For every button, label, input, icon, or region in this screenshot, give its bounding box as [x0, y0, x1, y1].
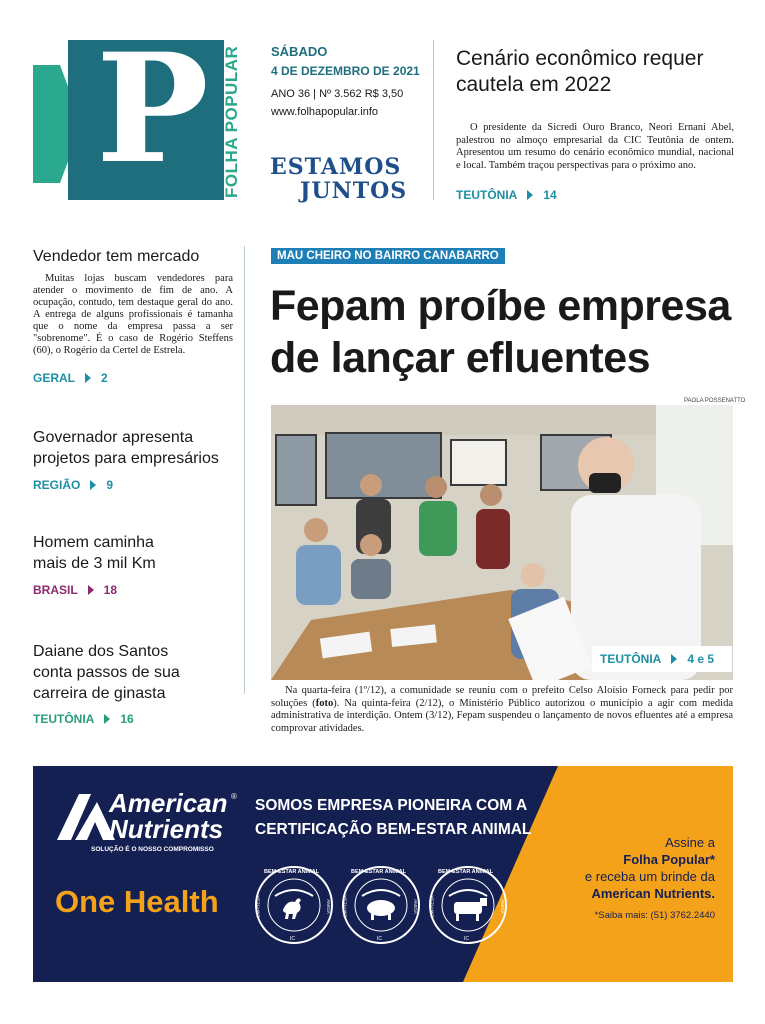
section-label: GERAL	[33, 371, 75, 385]
column-divider	[244, 246, 245, 694]
photo-section-ref[interactable]	[592, 646, 732, 672]
ad-cta	[585, 834, 715, 902]
cta-contact[interactable]: *Saiba mais: (51) 3762.2440	[594, 910, 715, 921]
welfare-seal-cattle	[427, 864, 509, 946]
brand-name-line-2: Nutrients	[109, 814, 224, 844]
slogan-line-2: JUNTOS	[300, 178, 408, 204]
main-story-headline[interactable]: Fepam proíbe empresa de lançar efluentes	[270, 282, 731, 382]
brand-registered-mark: ®	[231, 792, 237, 801]
seal-side-right-3: AMIGA	[499, 899, 505, 914]
slogan-line-1: ESTAMOS	[270, 154, 402, 180]
masthead-title	[214, 40, 254, 200]
logo-letter: P	[96, 21, 209, 197]
seal-label-2: BEM-ESTAR ANIMAL	[351, 869, 406, 875]
cta-line-1: Assine a	[665, 835, 715, 850]
page-number: 14	[543, 188, 557, 202]
section-label: REGIÃO	[33, 478, 81, 492]
section-ref-geral[interactable]	[33, 371, 108, 385]
section-label: TEUTÔNIA	[456, 188, 518, 202]
photo-section-ref-inner	[600, 652, 714, 666]
chevron-right-icon	[527, 190, 533, 200]
top-story-headline[interactable]: Cenário econômico requer cautela em 2022	[456, 47, 704, 96]
section-ref-brasil[interactable]	[33, 583, 117, 597]
section-ref-regiao[interactable]	[33, 478, 113, 492]
issue-day: SÁBADO	[271, 44, 328, 59]
story-headline-vendedor[interactable]: Vendedor tem mercado	[33, 248, 200, 265]
cta-line-4: American Nutrients.	[591, 886, 715, 901]
top-story-section-ref[interactable]	[456, 188, 557, 202]
seal-label-1: BEM-ESTAR ANIMAL	[264, 869, 319, 875]
section-label: BRASIL	[33, 583, 78, 597]
masthead-divider	[433, 40, 434, 200]
ad-claim-line-1: SOMOS EMPRESA PIONEIRA COM A	[255, 797, 528, 814]
top-story-body: O presidente da Sicredi Ouro Branco, Neori Ernani Abel, palestrou no almoço empresarial da CIC Teutônia de ontem. Apresentou um resumo do cenário econômico mundial, nacional e local. Também traçou perspectivas para o próximo ano.	[456, 122, 734, 171]
welfare-seal-poultry	[253, 864, 335, 946]
pig-seal-icon	[340, 864, 422, 946]
page-number: 18	[103, 583, 118, 597]
main-story-photo[interactable]	[271, 405, 733, 680]
seal-side-right-1: AMIGA	[325, 899, 331, 914]
chevron-right-icon	[671, 654, 677, 664]
ad-claim	[255, 794, 535, 842]
story-body-vendedor: Muitas lojas buscam vendedores para atender o movimento de fim de ano. A ocupação, contudo, tem destaque geral do ano. A entrega de alguns profissionais é tamanha que o nome da empresa passa a ser "sobrenome". É o caso de Rogério Steffens (60), o Rogério da Certel de Estrela.	[33, 273, 233, 356]
cta-line-3: e receba um brinde da	[584, 869, 715, 884]
advertisement-banner[interactable]	[33, 766, 733, 982]
chevron-right-icon	[88, 585, 94, 595]
meeting-photo-illustration	[271, 405, 733, 680]
chevron-right-icon	[104, 714, 110, 724]
seal-bottom-1: IC	[290, 936, 295, 942]
seal-side-left-1: EMPRESA	[255, 895, 261, 918]
section-ref-teutonia[interactable]	[33, 712, 134, 726]
photo-credit: PAOLA POSSENATTO	[684, 398, 746, 404]
chicken-seal-icon	[253, 864, 335, 946]
ad-claim-line-2: CERTIFICAÇÃO BEM-ESTAR ANIMAL	[255, 821, 532, 838]
story-headline-homem[interactable]: Homem caminha mais de 3 mil Km	[33, 534, 156, 572]
american-nutrients-logo-icon	[57, 794, 115, 840]
story-headline-governador[interactable]: Governador apresenta projetos para empresários	[33, 429, 219, 467]
page-number: 9	[106, 478, 114, 492]
caption-bold: foto	[315, 697, 334, 709]
seal-bottom-3: IC	[464, 936, 469, 942]
seal-side-left-3: EMPRESA	[429, 895, 435, 918]
chevron-right-icon	[85, 373, 91, 383]
website-link[interactable]: www.folhapopular.info	[271, 106, 379, 118]
seal-side-left-2: EMPRESA	[342, 895, 348, 918]
main-story-kicker: MAU CHEIRO NO BAIRRO CANABARRO	[271, 248, 505, 264]
caption-part-a: Na quarta-feira (1º/12), a comunidade se reuniu com o prefeito Celso Aloísio Forneck para pedir por soluções (	[271, 685, 733, 709]
section-label: TEUTÔNIA	[600, 652, 662, 666]
page-number: 16	[120, 712, 134, 726]
story-headline-daiane[interactable]: Daiane dos Santos conta passos de sua carreira de ginasta	[33, 643, 180, 702]
brand-name-line-1: American	[109, 788, 228, 818]
issue-date: 4 DE DEZEMBRO DE 2021	[271, 64, 420, 78]
photo-caption	[271, 685, 733, 735]
seal-label-3: BEM-ESTAR ANIMAL	[438, 869, 493, 875]
chevron-right-icon	[90, 480, 96, 490]
page-number: 4 e 5	[687, 652, 715, 666]
welfare-seal-swine	[340, 864, 422, 946]
issue-edition: ANO 36 | Nº 3.562 R$ 3,50	[271, 88, 404, 100]
seal-bottom-2: IC	[377, 936, 382, 942]
caption-part-b: ). Na quinta-feira (2/12), o Ministério Público autorizou o município a agir com medida administrativa de interdição. Ontem (3/12), Fepam suspendeu o lançamento de novos efluentes até a empresa comprovar atividades.	[271, 697, 733, 734]
section-label: TEUTÔNIA	[33, 712, 95, 726]
cta-line-2: Folha Popular*	[623, 852, 715, 867]
page-number: 2	[101, 371, 108, 385]
brand-tagline: SOLUÇÃO É O NOSSO COMPROMISSO	[91, 846, 214, 853]
product-name: One Health	[55, 884, 219, 919]
seal-side-right-2: AMIGA	[412, 899, 418, 914]
masthead-title-text: FOLHA POPULAR	[222, 45, 241, 198]
cow-seal-icon	[427, 864, 509, 946]
